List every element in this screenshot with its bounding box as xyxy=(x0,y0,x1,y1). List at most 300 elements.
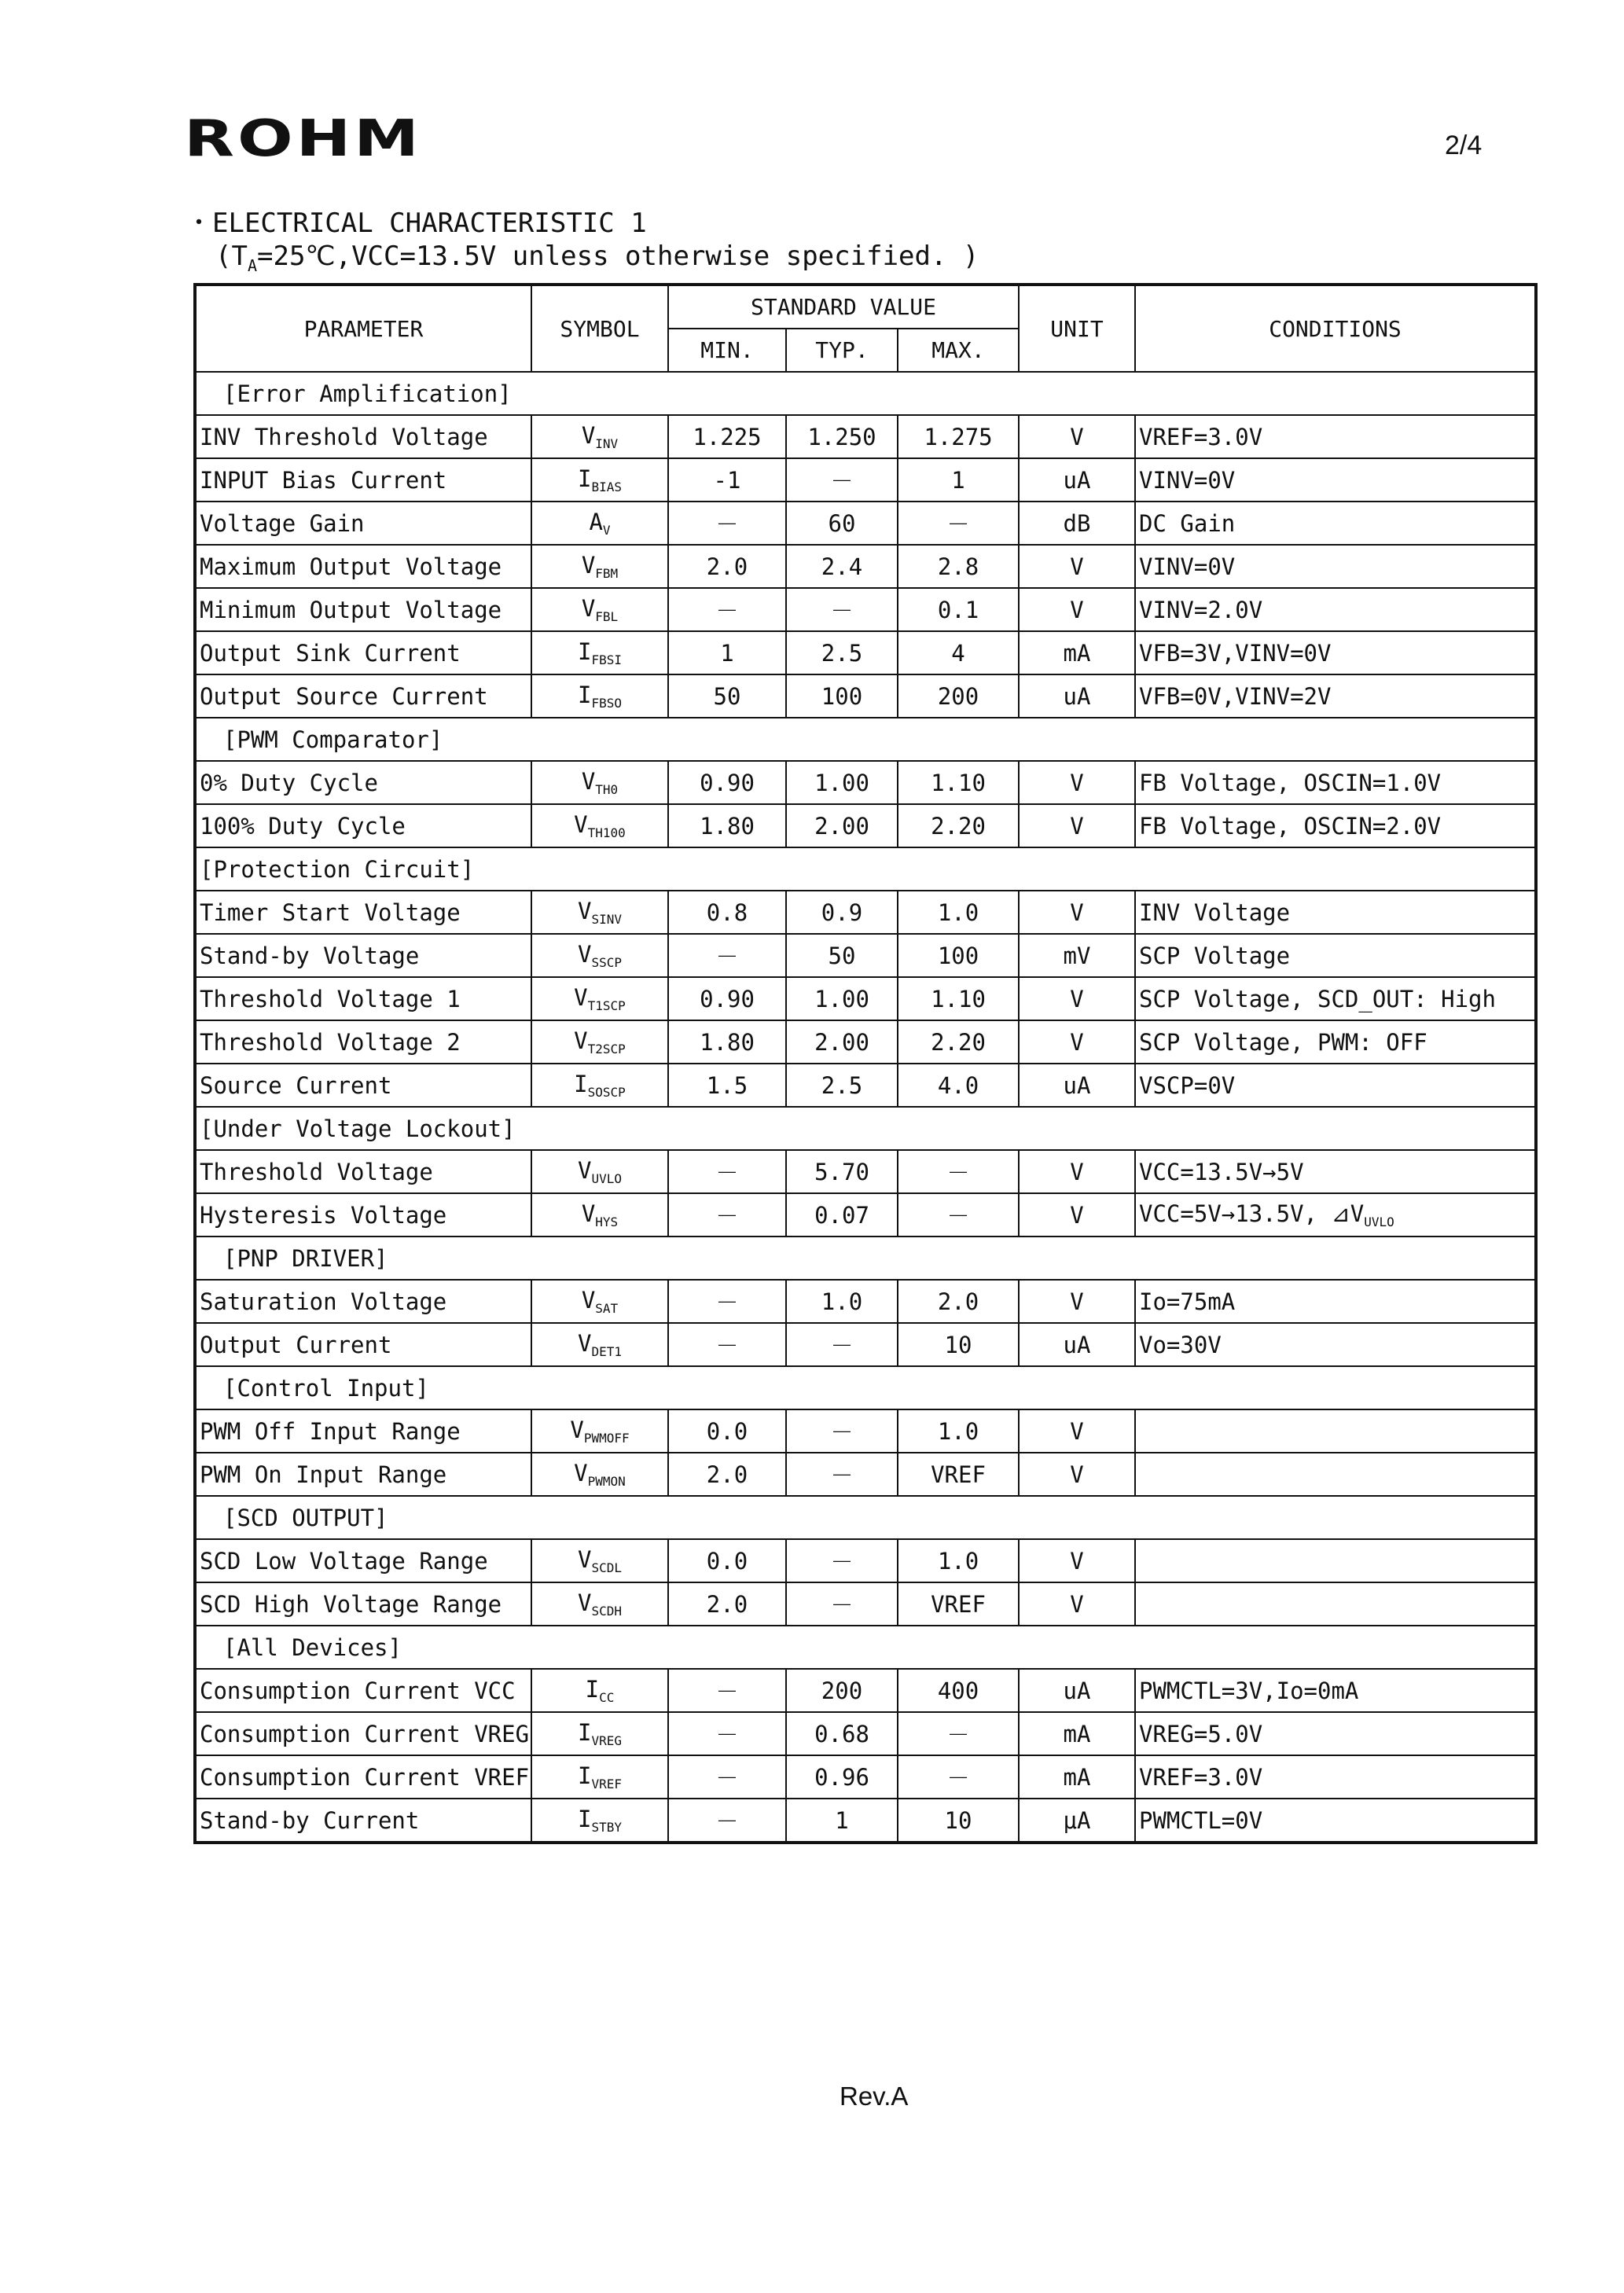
typ-cell: 1.00 xyxy=(786,761,898,804)
table-row xyxy=(195,1582,1536,1626)
section-label: [Under Voltage Lockout] xyxy=(195,1107,1536,1150)
typ-cell: － xyxy=(786,1539,898,1582)
min-cell: － xyxy=(668,1712,786,1755)
conditions-text: FB Voltage, OSCIN=2.0V xyxy=(1139,812,1442,840)
unit-cell: V xyxy=(1019,1280,1135,1323)
typ-cell: 0.96 xyxy=(786,1755,898,1799)
conditions-cell xyxy=(1135,977,1536,1020)
min-cell: 0.0 xyxy=(668,1539,786,1582)
conditions-text: SCP Voltage xyxy=(1139,942,1291,969)
table-row xyxy=(195,804,1536,847)
symbol-letter: I xyxy=(574,1071,588,1097)
conditions-text: VINV=2.0V xyxy=(1139,596,1263,623)
conditions-text: DC Gain xyxy=(1139,509,1236,537)
conditions-text: VREF=3.0V xyxy=(1139,423,1263,450)
min-cell: 50 xyxy=(668,674,786,718)
parameter-cell: PWM On Input Range xyxy=(195,1453,531,1496)
symbol-letter: I xyxy=(578,638,592,665)
table-row xyxy=(195,934,1536,977)
conditions-text: Io=75mA xyxy=(1139,1288,1236,1315)
symbol-letter: V xyxy=(581,552,596,579)
max-cell: 4.0 xyxy=(898,1064,1019,1107)
unit-cell: V xyxy=(1019,1582,1135,1626)
conditions-cell xyxy=(1135,1755,1536,1799)
min-cell: － xyxy=(668,934,786,977)
symbol-cell xyxy=(531,545,668,588)
parameter-cell: Consumption Current VREG xyxy=(195,1712,531,1755)
header-max: MAX. xyxy=(898,329,1019,372)
typ-cell: － xyxy=(786,588,898,631)
unit-cell: V xyxy=(1019,1150,1135,1193)
unit-cell: uA xyxy=(1019,1064,1135,1107)
min-cell: － xyxy=(668,1799,786,1843)
conditions-cell xyxy=(1135,1669,1536,1712)
min-cell: － xyxy=(668,1193,786,1237)
parameter-cell: Output Sink Current xyxy=(195,631,531,674)
symbol-cell xyxy=(531,1582,668,1626)
unit-cell: V xyxy=(1019,804,1135,847)
max-cell: 1.275 xyxy=(898,415,1019,458)
max-cell: 400 xyxy=(898,1669,1019,1712)
header-parameter: PARAMETER xyxy=(195,285,531,372)
section-row xyxy=(195,1237,1536,1280)
section-label: [All Devices] xyxy=(195,1626,1536,1669)
symbol-letter: I xyxy=(578,1806,592,1832)
symbol-subscript: STBY xyxy=(591,1820,622,1835)
revision-label: Rev.A xyxy=(840,2082,909,2111)
symbol-cell xyxy=(531,502,668,545)
conditions-text: VSCP=0V xyxy=(1139,1071,1236,1099)
conditions-text: PWMCTL=3V,Io=0mA xyxy=(1139,1677,1359,1704)
table-row xyxy=(195,1150,1536,1193)
typ-cell: 0.9 xyxy=(786,891,898,934)
symbol-cell xyxy=(531,977,668,1020)
symbol-subscript: FBM xyxy=(595,566,619,581)
symbol-letter: I xyxy=(578,465,592,492)
symbol-subscript: FBSI xyxy=(591,652,622,667)
max-cell: － xyxy=(898,1755,1019,1799)
table-row xyxy=(195,415,1536,458)
symbol-subscript: PWMON xyxy=(587,1474,626,1489)
conditions-text: VFB=3V,VINV=0V xyxy=(1139,639,1332,667)
test-conditions: ($T_A=25℃,VCC=13.5V$ unless otherwise specified. ) xyxy=(215,241,979,275)
typ-cell: 2.00 xyxy=(786,804,898,847)
header-standard-value: STANDARD VALUE xyxy=(668,285,1019,329)
symbol-letter: V xyxy=(578,941,592,968)
table-row xyxy=(195,458,1536,502)
symbol-letter: V xyxy=(581,1200,596,1227)
symbol-subscript: CC xyxy=(599,1690,615,1705)
unit-cell: uA xyxy=(1019,1323,1135,1366)
min-cell: 0.90 xyxy=(668,977,786,1020)
symbol-subscript: TH0 xyxy=(595,782,619,797)
symbol-subscript: T2SCP xyxy=(587,1042,626,1056)
table-row xyxy=(195,1755,1536,1799)
header-typ: TYP. xyxy=(786,329,898,372)
symbol-cell xyxy=(531,1193,668,1237)
conditions-cell xyxy=(1135,1799,1536,1843)
table-row xyxy=(195,1323,1536,1366)
typ-cell: 100 xyxy=(786,674,898,718)
section-label: [SCD OUTPUT] xyxy=(195,1496,1536,1539)
min-cell: 2.0 xyxy=(668,545,786,588)
parameter-cell: Threshold Voltage xyxy=(195,1150,531,1193)
min-cell: 1.80 xyxy=(668,1020,786,1064)
symbol-letter: V xyxy=(574,811,588,838)
symbol-subscript: SAT xyxy=(595,1301,619,1316)
table-row xyxy=(195,1539,1536,1582)
unit-cell: uA xyxy=(1019,674,1135,718)
symbol-cell xyxy=(531,458,668,502)
section-row xyxy=(195,1496,1536,1539)
conditions-text: PWMCTL=0V xyxy=(1139,1806,1263,1834)
header-unit: UNIT xyxy=(1019,285,1135,372)
max-cell: － xyxy=(898,502,1019,545)
table-row xyxy=(195,1280,1536,1323)
symbol-letter: V xyxy=(570,1417,584,1443)
min-cell: 0.0 xyxy=(668,1409,786,1453)
conditions-cell xyxy=(1135,1323,1536,1366)
symbol-subscript: BIAS xyxy=(591,480,622,494)
typ-cell: 200 xyxy=(786,1669,898,1712)
symbol-letter: V xyxy=(581,768,596,795)
symbol-cell xyxy=(531,1323,668,1366)
min-cell: 1 xyxy=(668,631,786,674)
symbol-cell xyxy=(531,1453,668,1496)
typ-cell: － xyxy=(786,1323,898,1366)
symbol-subscript: V xyxy=(602,523,611,538)
max-cell: 10 xyxy=(898,1323,1019,1366)
symbol-cell xyxy=(531,1712,668,1755)
parameter-cell: Timer Start Voltage xyxy=(195,891,531,934)
symbol-letter: A xyxy=(589,509,603,535)
min-cell: － xyxy=(668,1323,786,1366)
section-row xyxy=(195,1107,1536,1150)
min-cell: － xyxy=(668,1755,786,1799)
parameter-cell: INV Threshold Voltage xyxy=(195,415,531,458)
conditions-cell xyxy=(1135,761,1536,804)
parameter-cell: INPUT Bias Current xyxy=(195,458,531,502)
section-label: [PWM Comparator] xyxy=(195,718,1536,761)
max-cell: 1.0 xyxy=(898,1539,1019,1582)
symbol-letter: I xyxy=(578,1762,592,1789)
typ-cell: 2.5 xyxy=(786,1064,898,1107)
conditions-cell xyxy=(1135,1150,1536,1193)
min-cell: -1 xyxy=(668,458,786,502)
parameter-cell: PWM Off Input Range xyxy=(195,1409,531,1453)
conditions-cell xyxy=(1135,804,1536,847)
symbol-letter: V xyxy=(581,595,596,622)
symbol-letter: V xyxy=(578,898,592,924)
conditions-text: VINV=0V xyxy=(1139,553,1236,580)
max-cell: 10 xyxy=(898,1799,1019,1843)
symbol-letter: V xyxy=(581,422,596,449)
typ-cell: 5.70 xyxy=(786,1150,898,1193)
symbol-letter: V xyxy=(574,1027,588,1054)
conditions-subscript: UVLO xyxy=(1364,1214,1394,1229)
header-min: MIN. xyxy=(668,329,786,372)
symbol-cell xyxy=(531,588,668,631)
section-label: [Protection Circuit] xyxy=(195,847,1536,891)
typ-cell: 1 xyxy=(786,1799,898,1843)
min-cell: － xyxy=(668,1669,786,1712)
unit-cell: mA xyxy=(1019,1712,1135,1755)
parameter-cell: Voltage Gain xyxy=(195,502,531,545)
max-cell: 1.10 xyxy=(898,977,1019,1020)
typ-cell: － xyxy=(786,1453,898,1496)
parameter-cell: Output Current xyxy=(195,1323,531,1366)
symbol-cell xyxy=(531,934,668,977)
symbol-cell xyxy=(531,1409,668,1453)
conditions-cell xyxy=(1135,1453,1536,1496)
symbol-subscript: SOSCP xyxy=(587,1085,626,1100)
max-cell: 1 xyxy=(898,458,1019,502)
parameter-cell: Stand-by Voltage xyxy=(195,934,531,977)
parameter-cell: Minimum Output Voltage xyxy=(195,588,531,631)
section-label: [PNP DRIVER] xyxy=(195,1237,1536,1280)
max-cell: 1.0 xyxy=(898,891,1019,934)
max-cell: 2.20 xyxy=(898,1020,1019,1064)
conditions-cell xyxy=(1135,1539,1536,1582)
table-row xyxy=(195,502,1536,545)
symbol-letter: V xyxy=(574,984,588,1011)
table-row xyxy=(195,1799,1536,1843)
unit-cell: V xyxy=(1019,761,1135,804)
table-row xyxy=(195,1669,1536,1712)
max-cell: － xyxy=(898,1150,1019,1193)
min-cell: 1.80 xyxy=(668,804,786,847)
unit-cell: V xyxy=(1019,1453,1135,1496)
max-cell: 4 xyxy=(898,631,1019,674)
max-cell: － xyxy=(898,1712,1019,1755)
symbol-subscript: HYS xyxy=(595,1214,619,1229)
symbol-subscript: FBSO xyxy=(591,696,622,711)
symbol-subscript: SSCP xyxy=(591,955,622,970)
typ-cell: 1.00 xyxy=(786,977,898,1020)
conditions-text: SCP Voltage, SCD_OUT: High xyxy=(1139,985,1496,1012)
conditions-text: VREG=5.0V xyxy=(1139,1720,1263,1747)
max-cell: 0.1 xyxy=(898,588,1019,631)
table-row xyxy=(195,545,1536,588)
conditions-cell xyxy=(1135,1582,1536,1626)
unit-cell: V xyxy=(1019,1020,1135,1064)
section-row xyxy=(195,1626,1536,1669)
parameter-cell: Maximum Output Voltage xyxy=(195,545,531,588)
section-label: [Control Input] xyxy=(195,1366,1536,1409)
table-row xyxy=(195,674,1536,718)
symbol-cell xyxy=(531,1669,668,1712)
min-cell: 0.8 xyxy=(668,891,786,934)
section-row xyxy=(195,718,1536,761)
unit-cell: V xyxy=(1019,1539,1135,1582)
symbol-subscript: FBL xyxy=(595,609,619,624)
table-row xyxy=(195,891,1536,934)
symbol-cell xyxy=(531,891,668,934)
section-row xyxy=(195,372,1536,415)
typ-cell: 2.4 xyxy=(786,545,898,588)
parameter-cell: Threshold Voltage 1 xyxy=(195,977,531,1020)
min-cell: － xyxy=(668,1280,786,1323)
conditions-text: SCP Voltage, PWM: OFF xyxy=(1139,1028,1427,1056)
unit-cell: μA xyxy=(1019,1799,1135,1843)
symbol-letter: V xyxy=(581,1287,596,1314)
symbol-cell xyxy=(531,415,668,458)
symbol-subscript: SINV xyxy=(591,912,622,927)
symbol-subscript: TH100 xyxy=(587,825,626,840)
min-cell: 0.90 xyxy=(668,761,786,804)
symbol-subscript: INV xyxy=(595,436,619,451)
table-row xyxy=(195,761,1536,804)
conditions-cell xyxy=(1135,934,1536,977)
max-cell: 1.0 xyxy=(898,1409,1019,1453)
min-cell: 1.225 xyxy=(668,415,786,458)
parameter-cell: Consumption Current VCC xyxy=(195,1669,531,1712)
parameter-cell: 100% Duty Cycle xyxy=(195,804,531,847)
table-row xyxy=(195,1409,1536,1453)
table-row xyxy=(195,1712,1536,1755)
conditions-text: FB Voltage, OSCIN=1.0V xyxy=(1139,769,1442,796)
conditions-cell xyxy=(1135,415,1536,458)
typ-cell: 60 xyxy=(786,502,898,545)
section-row xyxy=(195,847,1536,891)
typ-cell: 2.00 xyxy=(786,1020,898,1064)
symbol-cell xyxy=(531,1755,668,1799)
parameter-cell: Threshold Voltage 2 xyxy=(195,1020,531,1064)
unit-cell: dB xyxy=(1019,502,1135,545)
table-row xyxy=(195,977,1536,1020)
symbol-subscript: T1SCP xyxy=(587,998,626,1013)
unit-cell: V xyxy=(1019,891,1135,934)
unit-cell: mV xyxy=(1019,934,1135,977)
parameter-cell: SCD Low Voltage Range xyxy=(195,1539,531,1582)
symbol-letter: V xyxy=(578,1589,592,1616)
parameter-cell: Stand-by Current xyxy=(195,1799,531,1843)
unit-cell: V xyxy=(1019,1409,1135,1453)
symbol-cell xyxy=(531,674,668,718)
symbol-subscript: VREF xyxy=(591,1777,622,1791)
conditions-cell xyxy=(1135,588,1536,631)
parameter-cell: Consumption Current VREF xyxy=(195,1755,531,1799)
symbol-subscript: DET1 xyxy=(591,1344,622,1359)
conditions-cell xyxy=(1135,1280,1536,1323)
table-row xyxy=(195,1020,1536,1064)
conditions-text: VREF=3.0V xyxy=(1139,1763,1263,1791)
symbol-cell xyxy=(531,1020,668,1064)
unit-cell: V xyxy=(1019,1193,1135,1237)
header-symbol: SYMBOL xyxy=(531,285,668,372)
symbol-letter: V xyxy=(578,1157,592,1184)
conditions-text: VINV=0V xyxy=(1139,466,1236,494)
typ-cell: 50 xyxy=(786,934,898,977)
conditions-cell xyxy=(1135,458,1536,502)
conditions-cell xyxy=(1135,631,1536,674)
unit-cell: V xyxy=(1019,977,1135,1020)
conditions-cell xyxy=(1135,674,1536,718)
max-cell: VREF xyxy=(898,1453,1019,1496)
symbol-letter: V xyxy=(574,1460,588,1486)
header-conditions: CONDITIONS xyxy=(1135,285,1536,372)
conditions-cell xyxy=(1135,1064,1536,1107)
conditions-cell xyxy=(1135,1409,1536,1453)
parameter-cell: SCD High Voltage Range xyxy=(195,1582,531,1626)
max-cell: 100 xyxy=(898,934,1019,977)
max-cell: 2.20 xyxy=(898,804,1019,847)
symbol-cell xyxy=(531,1064,668,1107)
symbol-cell xyxy=(531,631,668,674)
typ-cell: 1.250 xyxy=(786,415,898,458)
table-row xyxy=(195,588,1536,631)
unit-cell: mA xyxy=(1019,631,1135,674)
conditions-text: VFB=0V,VINV=2V xyxy=(1139,682,1332,710)
parameter-cell: Hysteresis Voltage xyxy=(195,1193,531,1237)
max-cell: 2.8 xyxy=(898,545,1019,588)
symbol-cell xyxy=(531,1539,668,1582)
unit-cell: V xyxy=(1019,545,1135,588)
page-number: 2/4 xyxy=(1445,130,1483,160)
symbol-letter: V xyxy=(578,1546,592,1573)
conditions-cell xyxy=(1135,1712,1536,1755)
symbol-subscript: UVLO xyxy=(591,1171,622,1186)
conditions-cell xyxy=(1135,545,1536,588)
symbol-cell xyxy=(531,761,668,804)
table-row xyxy=(195,1193,1536,1237)
rohm-logo: ROHM xyxy=(184,110,422,168)
typ-cell: 0.68 xyxy=(786,1712,898,1755)
typ-cell: － xyxy=(786,1409,898,1453)
typ-cell: 0.07 xyxy=(786,1193,898,1237)
table-row xyxy=(195,631,1536,674)
min-cell: 2.0 xyxy=(668,1453,786,1496)
typ-cell: 2.5 xyxy=(786,631,898,674)
parameter-cell: Source Current xyxy=(195,1064,531,1107)
max-cell: 1.10 xyxy=(898,761,1019,804)
table-body xyxy=(195,372,1536,1843)
unit-cell: uA xyxy=(1019,458,1135,502)
max-cell: － xyxy=(898,1193,1019,1237)
unit-cell: uA xyxy=(1019,1669,1135,1712)
symbol-letter: I xyxy=(578,1719,592,1746)
symbol-subscript: PWMOFF xyxy=(583,1431,630,1446)
conditions-cell xyxy=(1135,891,1536,934)
unit-cell: V xyxy=(1019,588,1135,631)
section-title: ・ELECTRICAL CHARACTERISTIC 1 xyxy=(186,208,647,239)
typ-cell: － xyxy=(786,458,898,502)
symbol-cell xyxy=(531,1799,668,1843)
typ-cell: 1.0 xyxy=(786,1280,898,1323)
symbol-cell xyxy=(531,804,668,847)
symbol-cell xyxy=(531,1280,668,1323)
typ-cell: － xyxy=(786,1582,898,1626)
unit-cell: mA xyxy=(1019,1755,1135,1799)
symbol-subscript: SCDL xyxy=(591,1560,622,1575)
max-cell: 200 xyxy=(898,674,1019,718)
conditions-cell xyxy=(1135,1020,1536,1064)
parameter-cell: Output Source Current xyxy=(195,674,531,718)
table-row xyxy=(195,1064,1536,1107)
symbol-letter: I xyxy=(578,682,592,708)
min-cell: 1.5 xyxy=(668,1064,786,1107)
conditions-text: VCC=5V→13.5V, ⊿V xyxy=(1139,1200,1365,1227)
conditions-cell xyxy=(1135,1193,1536,1237)
parameter-cell: Saturation Voltage xyxy=(195,1280,531,1323)
table-row xyxy=(195,1453,1536,1496)
symbol-subscript: VREG xyxy=(591,1733,622,1748)
parameter-cell: 0% Duty Cycle xyxy=(195,761,531,804)
max-cell: 2.0 xyxy=(898,1280,1019,1323)
electrical-characteristics-table xyxy=(193,283,1538,1844)
conditions-text: Vo=30V xyxy=(1139,1331,1222,1358)
min-cell: － xyxy=(668,502,786,545)
